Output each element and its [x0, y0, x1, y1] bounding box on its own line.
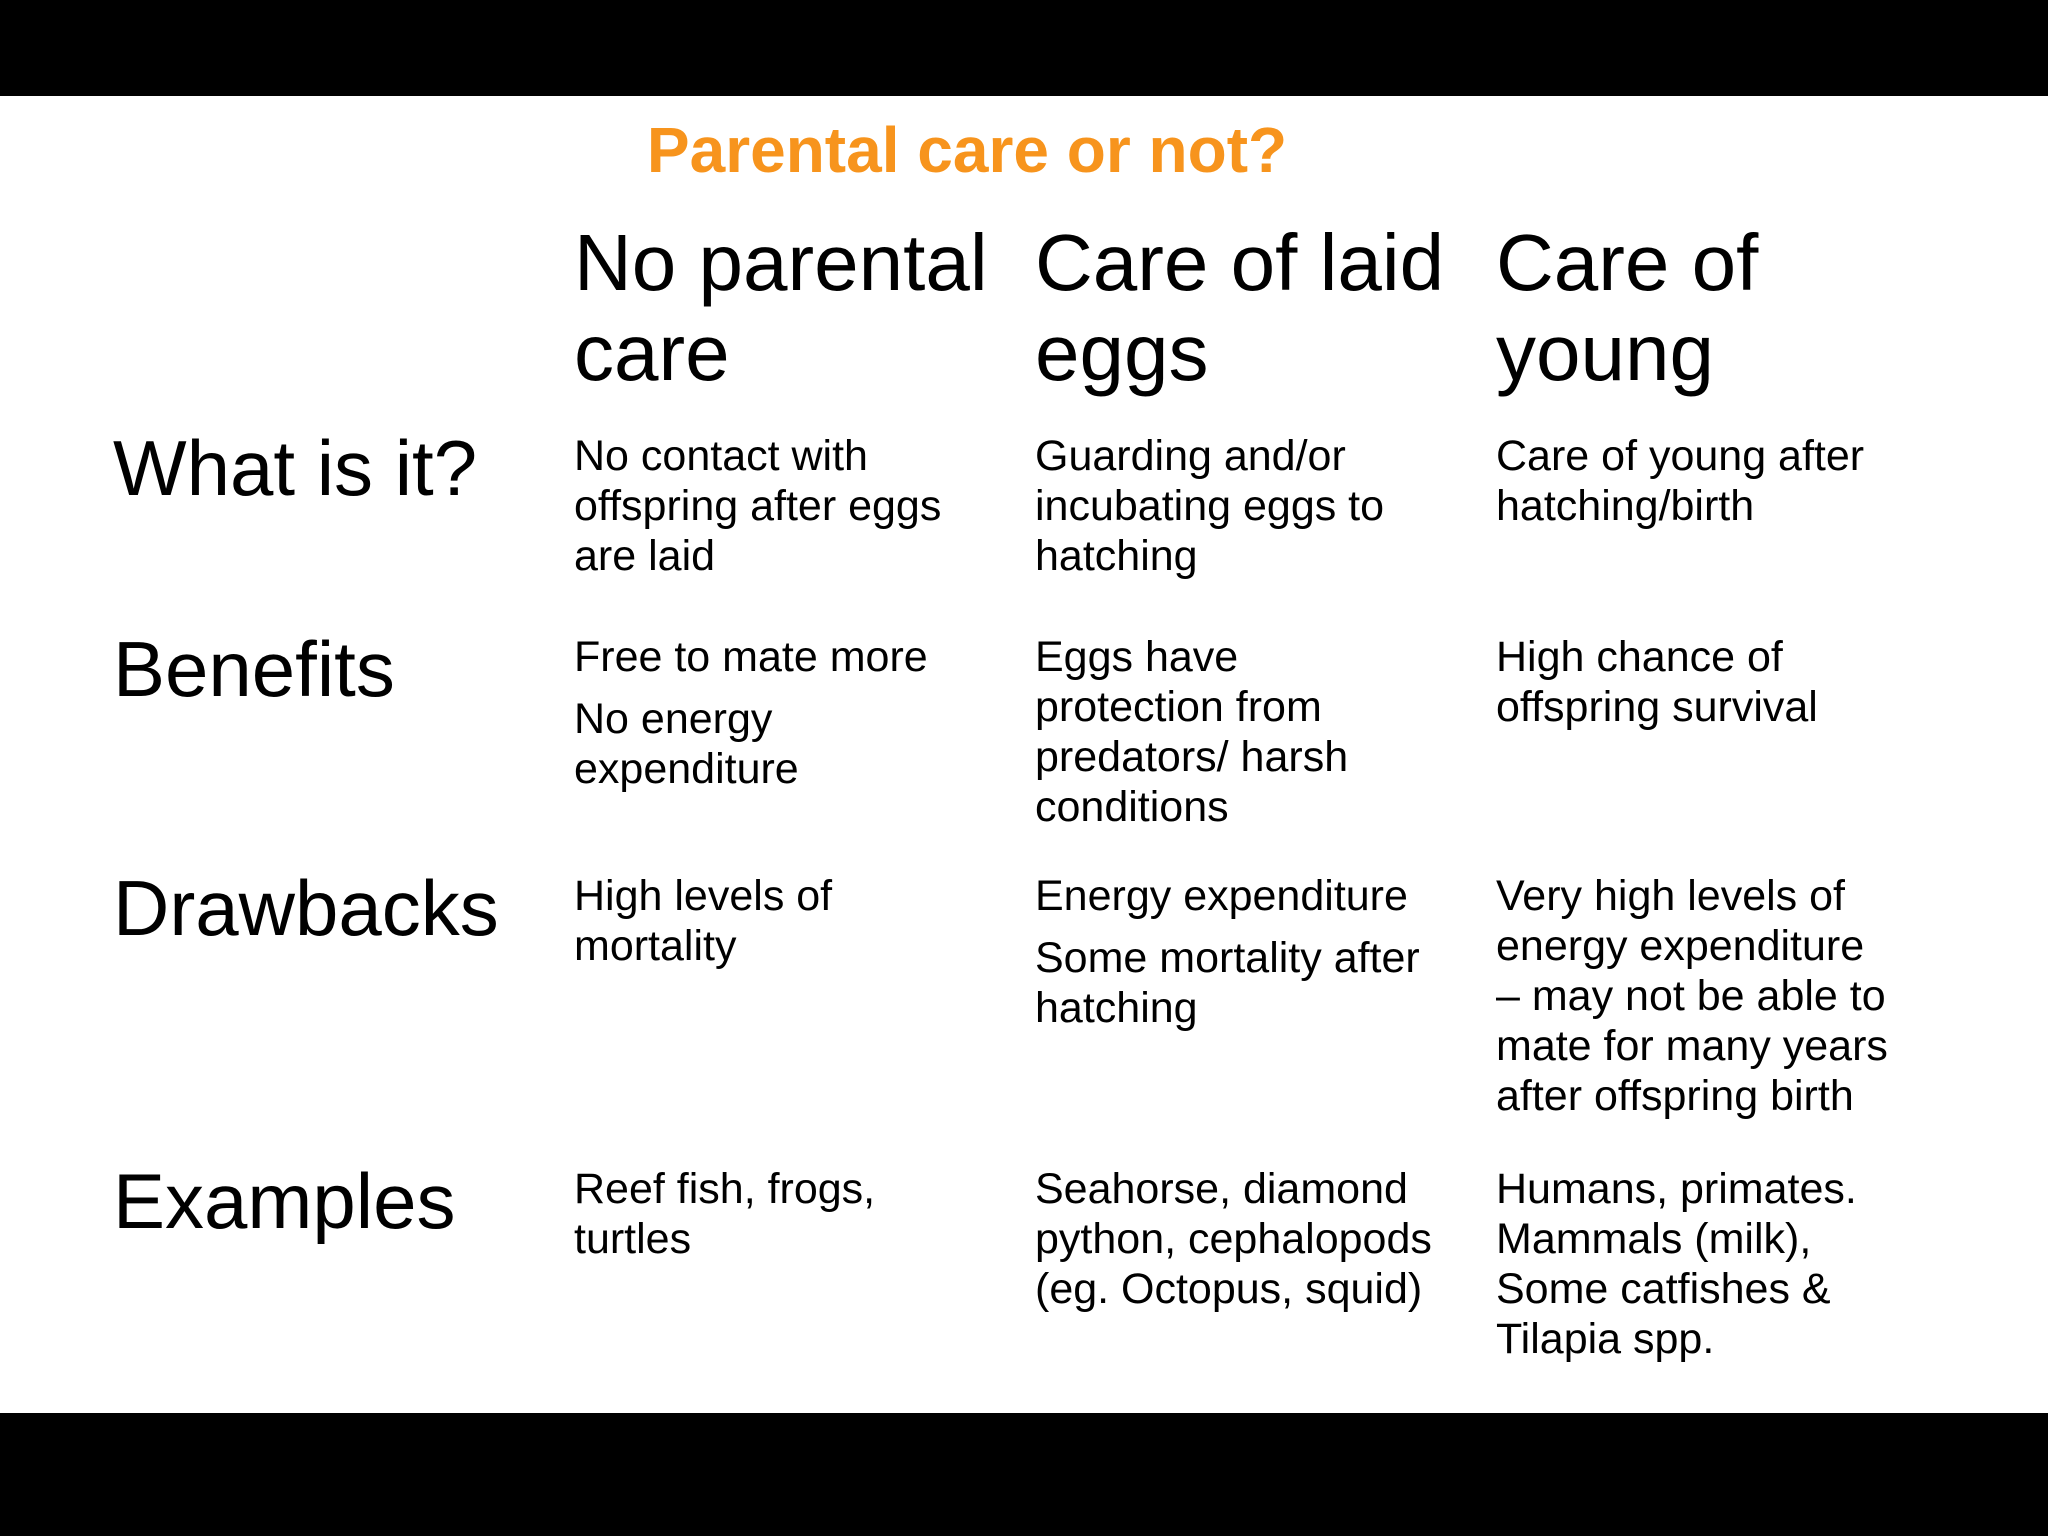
cell-drawbacks-no-care	[574, 871, 832, 983]
row-label-benefits: Benefits	[113, 625, 395, 713]
cell-text: Free to mate more	[574, 633, 928, 681]
cell-text: Guarding and/or incubating eggs to hatching	[1035, 432, 1385, 580]
row-label-drawbacks: Drawbacks	[113, 864, 499, 952]
bottom-letterbox-bar	[0, 1413, 2048, 1536]
cell-drawbacks-eggs	[1035, 871, 1420, 1045]
cell-benefits-eggs	[1035, 632, 1348, 844]
cell-benefits-no-care	[574, 632, 928, 806]
cell-text: Some mortality after hatching	[1035, 934, 1420, 1032]
column-header-no-parental-care: No parental care	[574, 218, 988, 397]
column-header-care-of-laid-eggs: Care of laid eggs	[1035, 218, 1445, 397]
column-header-care-of-young: Care of young	[1496, 218, 1759, 397]
cell-text: Eggs have protection from predators/ harsh conditions	[1035, 633, 1349, 831]
slide	[0, 96, 2048, 1413]
cell-examples-no-care	[574, 1164, 875, 1276]
cell-text: Energy expenditure	[1035, 872, 1408, 920]
cell-text: Seahorse, diamond python, cephalopods (eg. Octopus, squid)	[1035, 1165, 1432, 1313]
cell-what-is-it-eggs	[1035, 431, 1384, 593]
cell-examples-young	[1496, 1164, 1857, 1376]
cell-what-is-it-no-care	[574, 431, 941, 593]
row-label-what-is-it: What is it?	[113, 424, 478, 512]
row-label-examples: Examples	[113, 1157, 456, 1245]
cell-examples-eggs	[1035, 1164, 1432, 1326]
cell-benefits-young	[1496, 632, 1818, 744]
cell-text: No energy expenditure	[574, 695, 799, 793]
top-letterbox-bar	[0, 0, 2048, 96]
cell-drawbacks-young	[1496, 871, 1888, 1133]
cell-text: High levels of mortality	[574, 872, 833, 970]
cell-text: High chance of offspring survival	[1496, 633, 1818, 731]
cell-text: Very high levels of energy expenditure – may not be able to mate for many years after offspring birth	[1496, 872, 1888, 1120]
cell-text: Care of young after hatching/birth	[1496, 432, 1865, 530]
cell-what-is-it-young	[1496, 431, 1864, 543]
cell-text: No contact with offspring after eggs are laid	[574, 432, 942, 580]
cell-text: Humans, primates. Mammals (milk), Some catfishes & Tilapia spp.	[1496, 1165, 1857, 1363]
cell-text: Reef fish, frogs, turtles	[574, 1165, 876, 1263]
slide-title: Parental care or not?	[646, 114, 1288, 186]
